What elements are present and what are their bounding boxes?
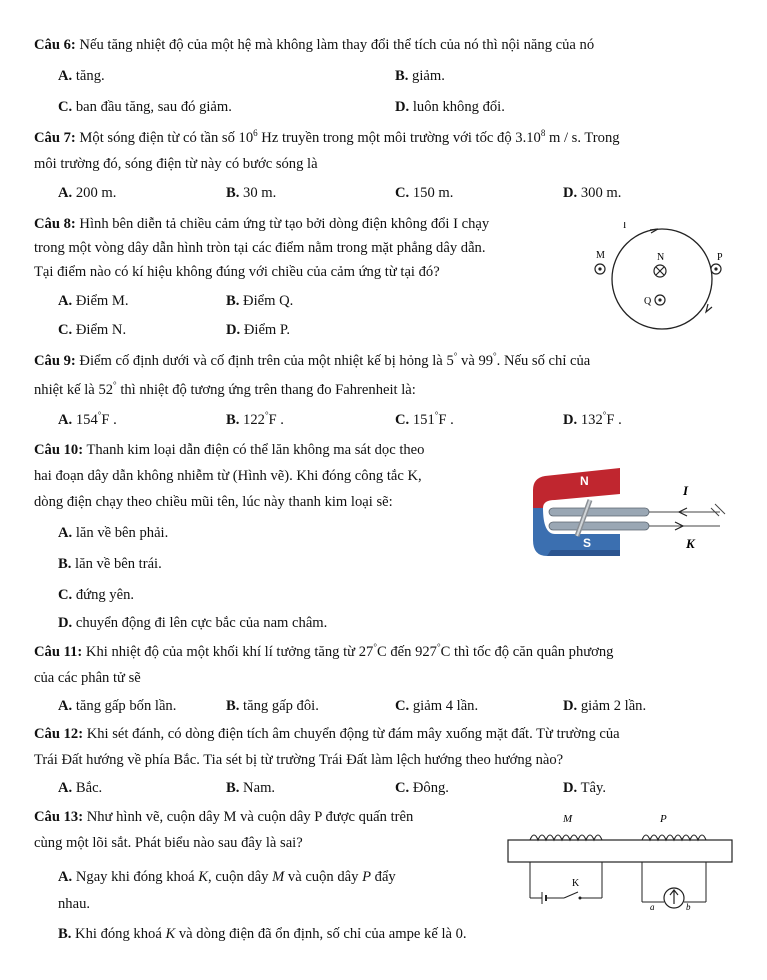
q9-option-c[interactable]: C. 151°F . (395, 410, 454, 428)
q8-option-d[interactable]: D. Điểm P. (226, 322, 291, 338)
question-11: Câu 11: Khi nhiệt độ của một khối khí lí tưởng tăng từ 27°C đến 927°C thì tốc độ căn quân phương (34, 642, 614, 660)
q8-option-c[interactable]: C. Điểm N. (58, 322, 127, 338)
question-7-line2: môi trường đó, sóng điện từ này có bước sóng là (34, 156, 318, 172)
q12-option-d[interactable]: D. Tây. (563, 780, 606, 796)
label-M: M (596, 250, 605, 261)
coil-p (642, 835, 706, 840)
question-number: Câu 13: (34, 809, 84, 825)
question-8-line2: trong một vòng dây dẫn hình tròn tại các điểm nằm trong mặt phẳng dây dẫn. (34, 240, 486, 256)
question-12: Câu 12: Khi sét đánh, có dòng điện tích âm chuyển động từ đám mây xuống mặt đất. Từ trường của (34, 726, 620, 742)
q7-option-a[interactable]: A. 200 m. (58, 185, 117, 201)
question-13-line2: cùng một lõi sắt. Phát biểu nào sau đây là sai? (34, 835, 303, 851)
q8-option-b[interactable]: B. Điểm Q. (226, 293, 294, 309)
q12-option-c[interactable]: C. Đông. (395, 780, 449, 796)
question-8-line3: Tại điểm nào có kí hiệu không đúng với chiều của cảm ứng từ tại đó? (34, 264, 440, 280)
label-P: P (660, 813, 667, 825)
label-a: a (650, 902, 655, 912)
label-I: I (683, 483, 689, 498)
question-7: Câu 7: Một sóng điện từ có tần số $10^6$ Hz truyền trong một môi trường với tốc độ 3.10$^8$ m / s. Trong (34, 128, 620, 146)
label-P: P (717, 252, 723, 263)
q8-option-a[interactable]: A. Điểm M. (58, 293, 129, 309)
q12-option-b[interactable]: B. Nam. (226, 780, 276, 796)
q7-option-d[interactable]: D. 300 m. (563, 185, 622, 201)
label-M: M (563, 813, 573, 825)
circular-loop-figure (590, 222, 740, 337)
q10-option-c[interactable]: C. đứng yên. (58, 587, 135, 603)
question-number: Câu 11: (34, 643, 83, 660)
label-K: K (572, 878, 580, 889)
question-number: Câu 9: (34, 352, 76, 369)
label-N: N (657, 252, 665, 263)
q6-option-d[interactable]: D. luôn không đổi. (395, 99, 505, 115)
label-Q: Q (644, 296, 652, 307)
label-I: I (623, 222, 627, 231)
question-13: Câu 13: Như hình vẽ, cuộn dây M và cuộn dây P được quấn trên (34, 809, 414, 825)
label-K: K (686, 536, 695, 551)
question-10-line2: hai đoạn dây dẫn không nhiễm từ (Hình vẽ). Khi đóng công tắc K, (34, 468, 422, 484)
q11-option-b[interactable]: B. tăng gấp đôi. (226, 698, 319, 714)
switch-k-icon (564, 892, 578, 898)
q7-option-c[interactable]: C. 150 m. (395, 185, 454, 201)
question-text: Nếu tăng nhiệt độ của một hệ mà không làm thay đổi thể tích của nó thì nội năng của nó (79, 37, 595, 53)
q11-option-c[interactable]: C. giảm 4 lần. (395, 698, 479, 714)
q6-option-b[interactable]: B. giảm. (395, 68, 445, 84)
q11-option-a[interactable]: A. tăng gấp bốn lần. (58, 698, 177, 714)
q13-option-a[interactable]: A. Ngay khi đóng khoá K, cuộn dây M và cuộn dây P đẩy (58, 869, 396, 885)
q11-option-d[interactable]: D. giảm 2 lần. (563, 698, 647, 714)
question-12-line2: Trái Đất hướng về phía Bắc. Tia sét bị từ trường Trái Đất làm lệch hướng theo hướng nào? (34, 752, 564, 768)
question-10: Câu 10: Thanh kim loại dẫn điện có thể lăn không ma sát dọc theo (34, 442, 425, 458)
q13-option-a-line2: nhau. (58, 896, 91, 912)
q10-option-d[interactable]: D. chuyển động đi lên cực bắc của nam châm. (58, 615, 328, 631)
q10-option-b[interactable]: B. lăn về bên trái. (58, 556, 162, 572)
north-pole-icon (533, 468, 620, 508)
question-10-line3: dòng điện chạy theo chiều mũi tên, lúc này thanh kim loại sẽ: (34, 494, 393, 510)
question-8: Câu 8: Hình bên diễn tả chiều cảm ứng từ tạo bởi dòng điện không đổi I chạy (34, 216, 490, 232)
q6-option-a[interactable]: A. tăng. (58, 68, 105, 84)
label-b: b (686, 902, 691, 912)
coil-m (530, 835, 602, 840)
q10-option-a[interactable]: A. lăn về bên phải. (58, 525, 169, 541)
question-number: Câu 7: (34, 129, 76, 146)
question-number: Câu 6: (34, 37, 76, 53)
q6-option-c[interactable]: C. ban đầu tăng, sau đó giảm. (58, 99, 232, 115)
question-6 (34, 36, 594, 54)
question-number: Câu 12: (34, 726, 84, 742)
q9-option-a[interactable]: A. 154°F . (58, 410, 117, 428)
label-S: S (583, 536, 592, 550)
question-11-line2: của các phân tử sẽ (34, 670, 141, 686)
coils-circuit-figure (500, 810, 740, 915)
iron-core (508, 840, 732, 862)
q7-option-b[interactable]: B. 30 m. (226, 185, 277, 201)
label-N: N (580, 474, 589, 488)
question-number: Câu 8: (34, 216, 76, 232)
q9-option-b[interactable]: B. 122°F . (226, 410, 284, 428)
question-9-line2: nhiệt kế là 52° thì nhiệt độ tương ứng trên thang đo Fahrenheit là: (34, 380, 416, 398)
q12-option-a[interactable]: A. Bắc. (58, 780, 103, 796)
q13-option-b[interactable]: B. Khi đóng khoá K và dòng điện đã ổn định, số chỉ của ampe kế là 0. (58, 926, 467, 942)
question-9: Câu 9: Điểm cố định dưới và cố định trên của một nhiệt kế bị hỏng là 5° và 99°. Nếu số chỉ của (34, 351, 591, 369)
magnet-rail-figure (525, 448, 740, 568)
question-number: Câu 10: (34, 442, 84, 458)
q9-option-d[interactable]: D. 132°F . (563, 410, 622, 428)
